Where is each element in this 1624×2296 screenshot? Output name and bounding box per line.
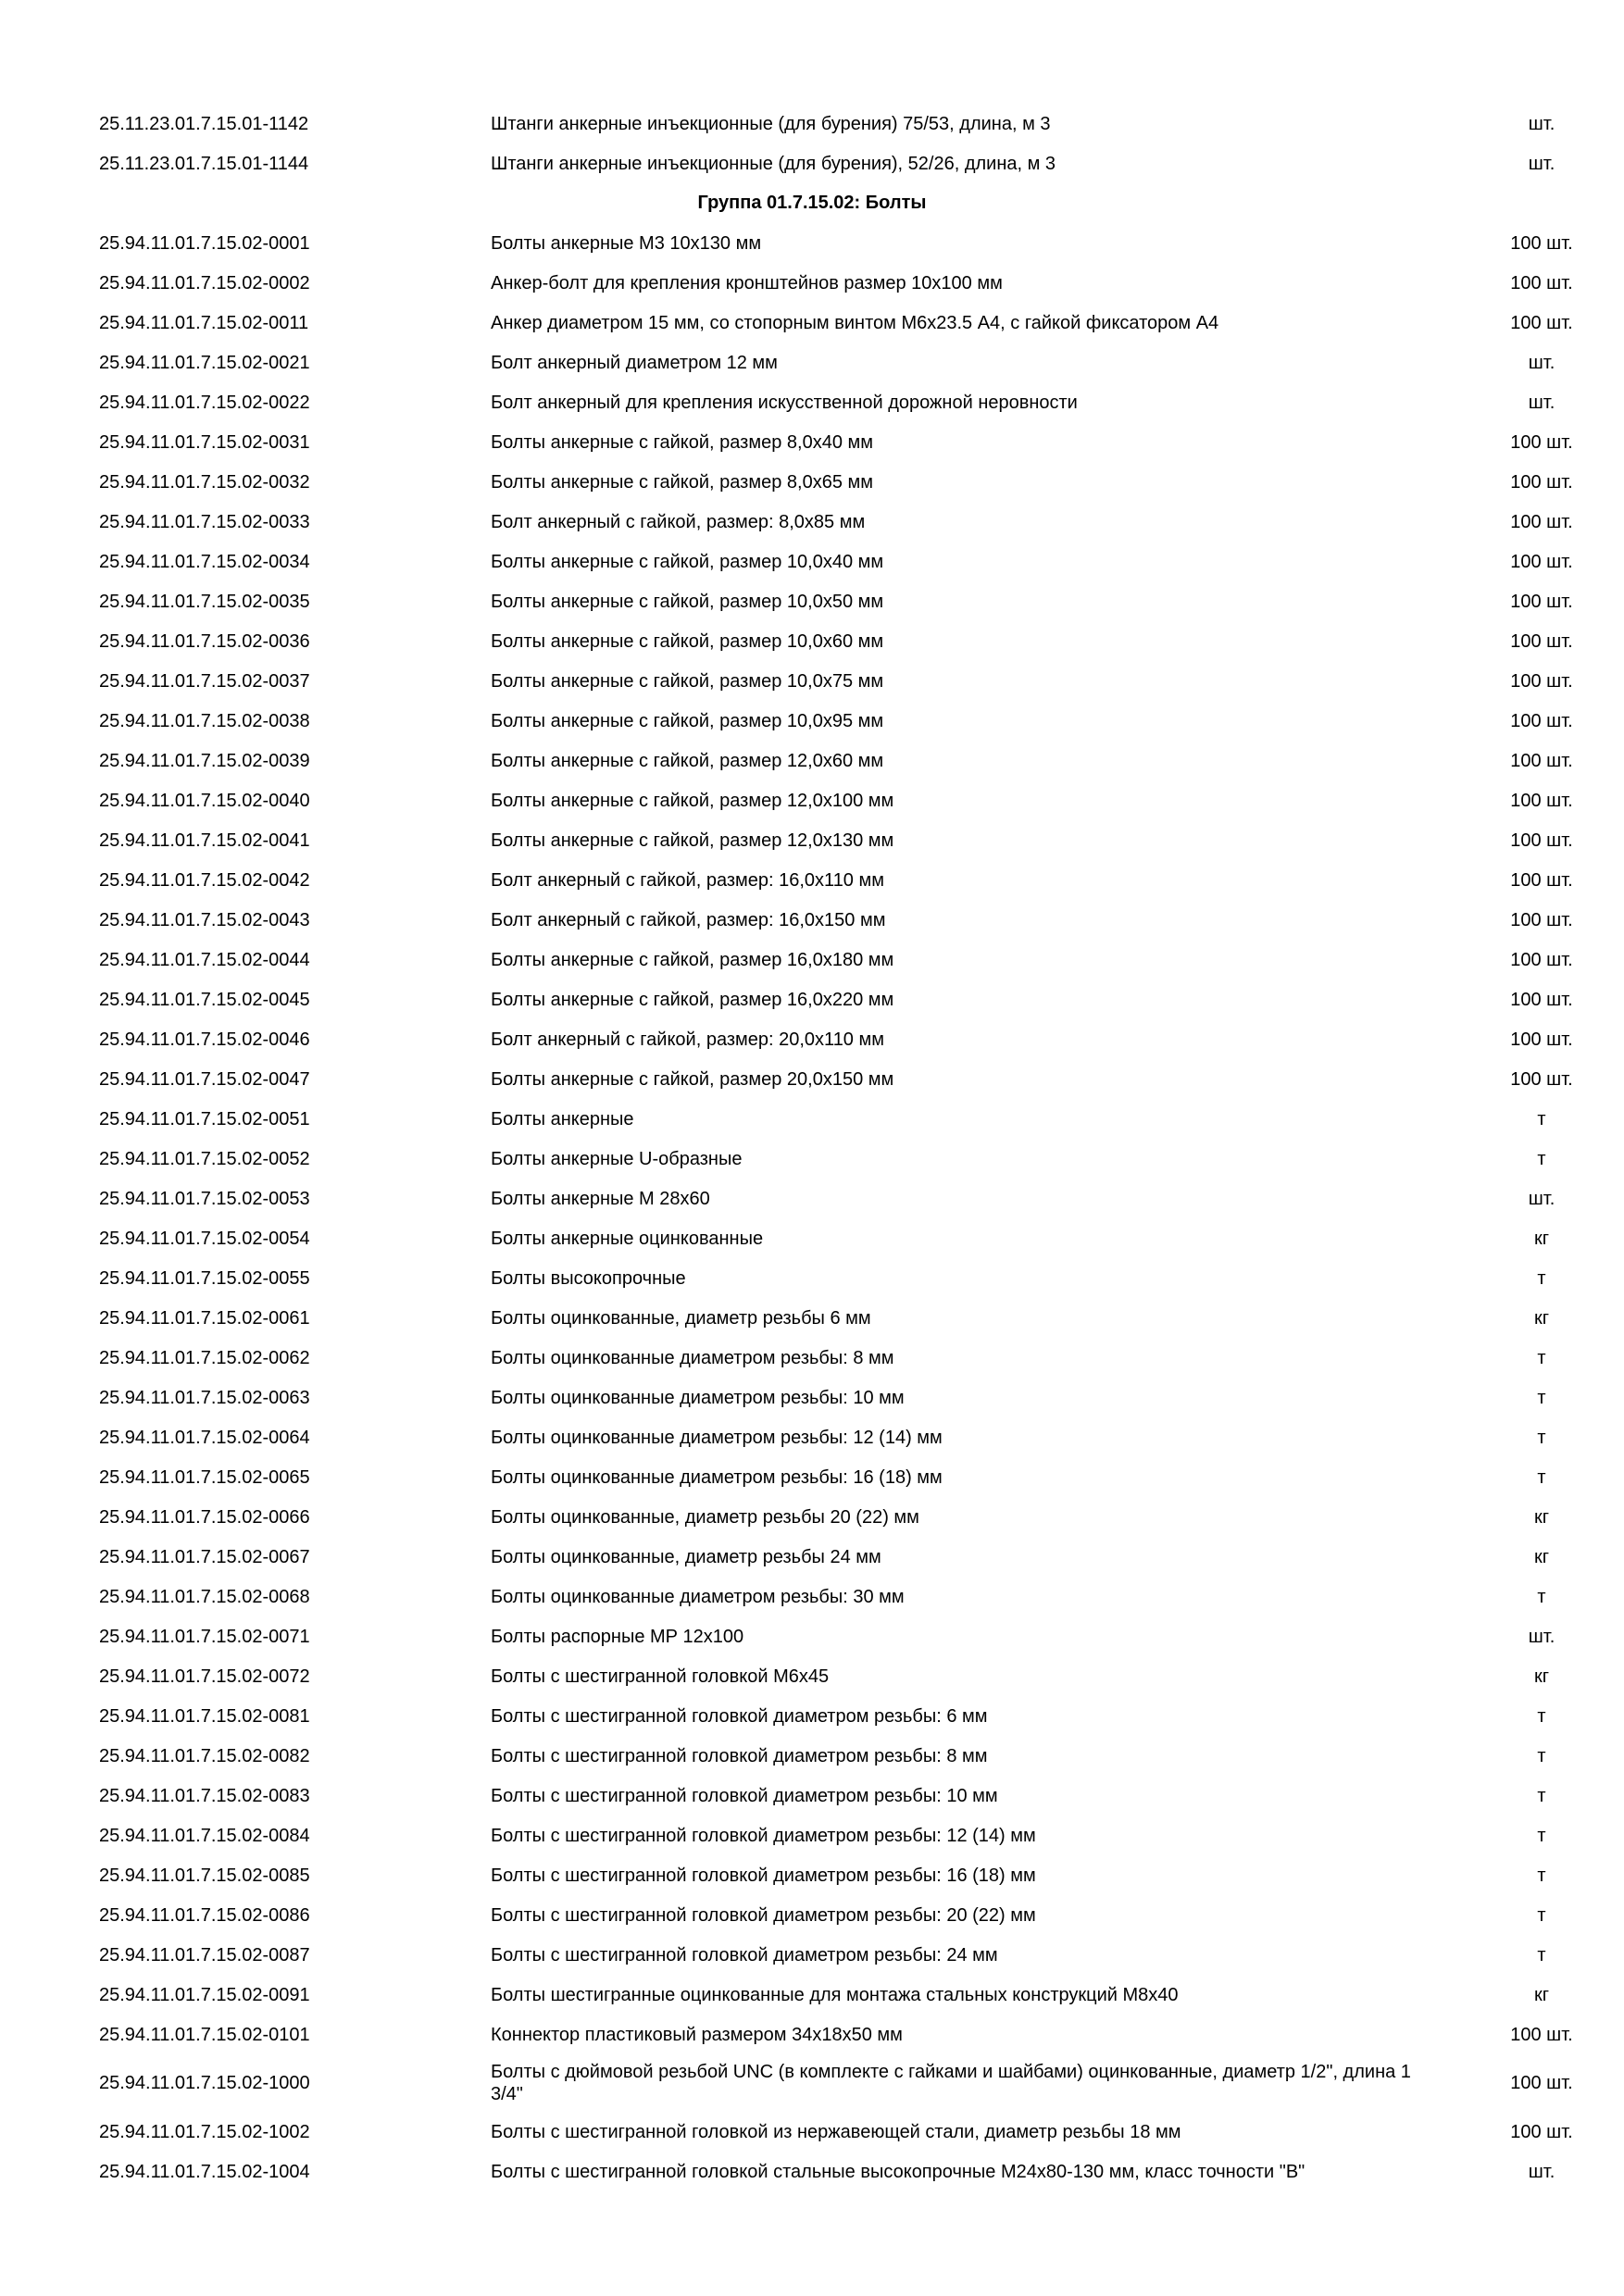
resource-code: 25.94.11.01.7.15.02-0091 [99, 1984, 310, 2005]
table-row [0, 422, 1624, 462]
resource-name: Штанги анкерные инъекционные (для бурения), 52/26, длина, м 3 [491, 153, 1056, 174]
resource-name: Болты с шестигранной головкой диаметром резьбы: 6 мм [491, 1705, 988, 1727]
resource-name: Болты с шестигранной головкой диаметром резьбы: 20 (22) мм [491, 1904, 1036, 1926]
resource-name: Болт анкерный с гайкой, размер: 16,0х150 мм [491, 909, 886, 930]
table-row [0, 820, 1624, 860]
resource-code: 25.94.11.01.7.15.02-0038 [99, 710, 310, 731]
table-row [0, 303, 1624, 343]
resource-code: 25.94.11.01.7.15.02-0082 [99, 1745, 310, 1766]
resource-code: 25.94.11.01.7.15.02-0063 [99, 1387, 310, 1408]
unit-of-measure: 100 шт. [1510, 2073, 1573, 2093]
resource-code: 25.94.11.01.7.15.02-0072 [99, 1666, 310, 1687]
table-row [0, 1139, 1624, 1179]
table-row [0, 1258, 1624, 1298]
unit-of-measure: кг [1533, 1307, 1550, 1329]
resource-code: 25.94.11.01.7.15.02-0055 [99, 1267, 310, 1289]
table-row [0, 223, 1624, 263]
unit-of-measure: 100 шт. [1510, 949, 1573, 970]
resource-code: 25.94.11.01.7.15.02-0068 [99, 1586, 310, 1607]
table-row [0, 1776, 1624, 1816]
unit-of-measure: кг [1533, 1506, 1550, 1528]
unit-of-measure: 100 шт. [1510, 909, 1573, 930]
resource-name: Коннектор пластиковый размером 34х18х50 мм [491, 2024, 903, 2045]
table-row [0, 701, 1624, 741]
resource-name: Болты с шестигранной головкой диаметром резьбы: 16 (18) мм [491, 1865, 1036, 1886]
resource-name: Болты анкерные с гайкой, размер 10,0х50 мм [491, 591, 884, 612]
table-row [0, 741, 1624, 780]
unit-of-measure: кг [1533, 1228, 1550, 1249]
table-row [0, 1099, 1624, 1139]
resource-code: 25.94.11.01.7.15.02-0031 [99, 431, 310, 453]
resource-name: Болты анкерные [491, 1108, 634, 1129]
resource-code: 25.94.11.01.7.15.02-0086 [99, 1904, 310, 1926]
table-row [0, 542, 1624, 581]
resource-name: Болты анкерные с гайкой, размер 10,0х95 мм [491, 710, 884, 731]
table-row [0, 1616, 1624, 1656]
resource-code: 25.94.11.01.7.15.02-0044 [99, 949, 310, 970]
resource-name: Болты анкерные с гайкой, размер 10,0х60 мм [491, 630, 884, 652]
resource-name: Болты анкерные с гайкой, размер 10,0х75 мм [491, 670, 884, 692]
resource-name: Болт анкерный с гайкой, размер: 8,0х85 мм [491, 511, 866, 532]
resource-name: Болты распорные МР 12х100 [491, 1626, 744, 1647]
unit-of-measure: 100 шт. [1510, 1029, 1573, 1050]
unit-of-measure: т [1537, 1745, 1546, 1766]
resource-code: 25.94.11.01.7.15.02-0033 [99, 511, 310, 532]
table-row [0, 2112, 1624, 2152]
table-row [0, 382, 1624, 422]
resource-code: 25.94.11.01.7.15.02-0066 [99, 1506, 310, 1528]
table-row [0, 462, 1624, 502]
resource-name: Болты с шестигранной головкой М6х45 [491, 1666, 830, 1687]
table-row [0, 1895, 1624, 1935]
unit-of-measure: т [1537, 1825, 1546, 1846]
unit-of-measure: шт. [1528, 153, 1555, 174]
table-row [0, 1179, 1624, 1218]
unit-of-measure: 100 шт. [1510, 511, 1573, 532]
resource-name: Болты анкерные с гайкой, размер 12,0х100 мм [491, 790, 894, 811]
table-row [0, 502, 1624, 542]
table-row [0, 1298, 1624, 1338]
table-row [0, 661, 1624, 701]
resource-name: Болты анкерные оцинкованные [491, 1228, 764, 1249]
unit-of-measure: шт. [1528, 1626, 1555, 1647]
resource-code: 25.94.11.01.7.15.02-0054 [99, 1228, 310, 1249]
resource-name: Болты оцинкованные, диаметр резьбы 20 (22) мм [491, 1506, 919, 1528]
resource-code: 25.94.11.01.7.15.02-0011 [99, 312, 309, 333]
resource-name: Болты высокопрочные [491, 1267, 686, 1289]
table-row [0, 1816, 1624, 1855]
resource-name: Болты с шестигранной головкой из нержавеющей стали, диаметр резьбы 18 мм [491, 2121, 1181, 2142]
resource-code: 25.94.11.01.7.15.02-0041 [99, 830, 310, 851]
unit-of-measure: т [1537, 1267, 1546, 1289]
table-row [0, 980, 1624, 1019]
resource-code: 25.94.11.01.7.15.02-0022 [99, 392, 310, 413]
unit-of-measure: т [1537, 1148, 1546, 1169]
unit-of-measure: 100 шт. [1510, 710, 1573, 731]
unit-of-measure: т [1537, 1944, 1546, 1965]
resource-name: Болты оцинкованные диаметром резьбы: 10 мм [491, 1387, 905, 1408]
resource-code: 25.94.11.01.7.15.02-0065 [99, 1466, 310, 1488]
unit-of-measure: 100 шт. [1510, 551, 1573, 572]
unit-of-measure: 100 шт. [1510, 830, 1573, 851]
resource-code: 25.94.11.01.7.15.02-1000 [99, 2073, 310, 2093]
resource-code: 25.94.11.01.7.15.02-0040 [99, 790, 310, 811]
resource-code: 25.94.11.01.7.15.02-0021 [99, 352, 310, 373]
resource-code: 25.94.11.01.7.15.02-0084 [99, 1825, 310, 1846]
table-row [0, 1019, 1624, 1059]
unit-of-measure: 100 шт. [1510, 869, 1573, 891]
resource-code: 25.11.23.01.7.15.01-1144 [99, 153, 309, 174]
resource-name: Болты с шестигранной головкой стальные высокопрочные М24х80-130 мм, класс точности "В" [491, 2161, 1305, 2182]
resource-code: 25.94.11.01.7.15.02-0035 [99, 591, 310, 612]
resource-name: Болты оцинкованные, диаметр резьбы 24 мм [491, 1546, 881, 1567]
table-row [0, 263, 1624, 303]
table-row [0, 1378, 1624, 1417]
unit-of-measure: 100 шт. [1510, 1068, 1573, 1090]
unit-of-measure: кг [1533, 1546, 1550, 1567]
resource-code: 25.94.11.01.7.15.02-0001 [99, 232, 310, 254]
resource-code: 25.11.23.01.7.15.01-1142 [99, 113, 309, 134]
resource-name: Болты оцинкованные диаметром резьбы: 8 мм [491, 1347, 894, 1368]
resource-name: Болты оцинкованные диаметром резьбы: 16 (18) мм [491, 1466, 943, 1488]
resource-name: Анкер-болт для крепления кронштейнов размер 10х100 мм [491, 272, 1003, 293]
table-row [0, 900, 1624, 940]
resource-name: Болты оцинкованные диаметром резьбы: 30 мм [491, 1586, 905, 1607]
unit-of-measure: шт. [1528, 1188, 1555, 1209]
table-row [0, 1417, 1624, 1457]
resource-name: Болты анкерные М3 10х130 мм [491, 232, 762, 254]
resource-name: Штанги анкерные инъекционные (для бурения) 75/53, длина, м 3 [491, 113, 1051, 134]
resource-name: Болты с шестигранной головкой диаметром резьбы: 12 (14) мм [491, 1825, 1036, 1846]
unit-of-measure: т [1537, 1108, 1546, 1129]
resource-name: Болты анкерные с гайкой, размер 20,0х150 мм [491, 1068, 894, 1090]
resource-name: Болты анкерные с гайкой, размер 16,0х220 мм [491, 989, 894, 1010]
resource-name: Болт анкерный для крепления искусственной дорожной неровности [491, 392, 1078, 413]
resource-code: 25.94.11.01.7.15.02-0085 [99, 1865, 310, 1886]
resource-name: Болты оцинкованные, диаметр резьбы 6 мм [491, 1307, 871, 1329]
resource-name: Болты оцинкованные диаметром резьбы: 12 (14) мм [491, 1427, 943, 1448]
unit-of-measure: 100 шт. [1510, 790, 1573, 811]
resource-name: Болты с дюймовой резьбой UNC (в комплекте с гайками и шайбами) оцинкованные, диаметр 1/2", длина 1 3/4" [491, 2062, 1411, 2104]
unit-of-measure: т [1537, 1586, 1546, 1607]
unit-of-measure: 100 шт. [1510, 630, 1573, 652]
unit-of-measure: 100 шт. [1510, 2024, 1573, 2045]
unit-of-measure: кг [1533, 1666, 1550, 1687]
resource-code: 25.94.11.01.7.15.02-0081 [99, 1705, 310, 1727]
unit-of-measure: т [1537, 1466, 1546, 1488]
unit-of-measure: т [1537, 1347, 1546, 1368]
resource-code: 25.94.11.01.7.15.02-0051 [99, 1108, 310, 1129]
table-row [0, 1935, 1624, 1975]
resource-code: 25.94.11.01.7.15.02-0053 [99, 1188, 310, 1209]
table-row [0, 1855, 1624, 1895]
table-row [0, 1577, 1624, 1616]
group-title: Группа 01.7.15.02: Болты [697, 193, 927, 213]
resource-code: 25.94.11.01.7.15.02-0061 [99, 1307, 310, 1329]
unit-of-measure: 100 шт. [1510, 272, 1573, 293]
unit-of-measure: 100 шт. [1510, 750, 1573, 771]
resource-name: Болты анкерные с гайкой, размер 8,0х40 мм [491, 431, 873, 453]
table-row [0, 104, 1624, 144]
resource-name: Болт анкерный с гайкой, размер: 20,0х110 мм [491, 1029, 884, 1050]
resource-name: Болты анкерные U-образные [491, 1148, 743, 1169]
table-row [0, 2054, 1624, 2112]
table-row [0, 1537, 1624, 1577]
resource-name: Болты анкерные с гайкой, размер 12,0х130 мм [491, 830, 894, 851]
table-row [0, 1696, 1624, 1736]
resource-name: Болт анкерный диаметром 12 мм [491, 352, 778, 373]
resource-code: 25.94.11.01.7.15.02-0036 [99, 630, 310, 652]
resource-code: 25.94.11.01.7.15.02-0052 [99, 1148, 310, 1169]
resource-code: 25.94.11.01.7.15.02-0067 [99, 1546, 310, 1567]
unit-of-measure: 100 шт. [1510, 471, 1573, 493]
unit-of-measure: 100 шт. [1510, 591, 1573, 612]
resource-name: Болты анкерные с гайкой, размер 10,0х40 мм [491, 551, 884, 572]
unit-of-measure: т [1537, 1705, 1546, 1727]
unit-of-measure: 100 шт. [1510, 312, 1573, 333]
unit-of-measure: т [1537, 1427, 1546, 1448]
resource-code: 25.94.11.01.7.15.02-0083 [99, 1785, 310, 1806]
unit-of-measure: шт. [1528, 352, 1555, 373]
resource-code: 25.94.11.01.7.15.02-0042 [99, 869, 310, 891]
group-header-row [0, 183, 1624, 223]
table-row [0, 2152, 1624, 2191]
resource-code: 25.94.11.01.7.15.02-1004 [99, 2161, 310, 2182]
table-row [0, 1656, 1624, 1696]
resource-code: 25.94.11.01.7.15.02-0039 [99, 750, 310, 771]
resource-name: Анкер диаметром 15 мм, со стопорным винтом М6х23.5 А4, с гайкой фиксатором А4 [491, 312, 1219, 333]
unit-of-measure: 100 шт. [1510, 232, 1573, 254]
unit-of-measure: шт. [1528, 113, 1555, 134]
unit-of-measure: 100 шт. [1510, 670, 1573, 692]
table-row [0, 1457, 1624, 1497]
table-row [0, 581, 1624, 621]
table-row [0, 940, 1624, 980]
resource-name: Болты с шестигранной головкой диаметром резьбы: 8 мм [491, 1745, 988, 1766]
table-row [0, 1497, 1624, 1537]
table-row [0, 144, 1624, 183]
table-row [0, 2015, 1624, 2054]
resource-code: 25.94.11.01.7.15.02-0047 [99, 1068, 310, 1090]
resource-code: 25.94.11.01.7.15.02-0071 [99, 1626, 310, 1647]
unit-of-measure: шт. [1528, 2161, 1555, 2182]
resource-name: Болты анкерные с гайкой, размер 16,0х180 мм [491, 949, 894, 970]
resource-code: 25.94.11.01.7.15.02-0046 [99, 1029, 310, 1050]
resource-name: Болты анкерные М 28х60 [491, 1188, 710, 1209]
resource-code: 25.94.11.01.7.15.02-1002 [99, 2121, 310, 2142]
table-row [0, 1059, 1624, 1099]
resource-code: 25.94.11.01.7.15.02-0087 [99, 1944, 310, 1965]
table-row [0, 1338, 1624, 1378]
resource-name: Болты с шестигранной головкой диаметром резьбы: 24 мм [491, 1944, 998, 1965]
resource-code: 25.94.11.01.7.15.02-0101 [99, 2024, 310, 2045]
unit-of-measure: т [1537, 1865, 1546, 1886]
unit-of-measure: кг [1533, 1984, 1550, 2005]
resource-name: Болт анкерный с гайкой, размер: 16,0х110 мм [491, 869, 884, 891]
resource-name: Болты с шестигранной головкой диаметром резьбы: 10 мм [491, 1785, 998, 1806]
resource-code: 25.94.11.01.7.15.02-0002 [99, 272, 310, 293]
resource-name: Болты анкерные с гайкой, размер 8,0х65 мм [491, 471, 873, 493]
table-row [0, 1218, 1624, 1258]
unit-of-measure: шт. [1528, 392, 1555, 413]
resource-code: 25.94.11.01.7.15.02-0045 [99, 989, 310, 1010]
resource-code: 25.94.11.01.7.15.02-0064 [99, 1427, 310, 1448]
table-row [0, 1736, 1624, 1776]
price-list-table [0, 104, 1624, 2191]
unit-of-measure: 100 шт. [1510, 431, 1573, 453]
table-row [0, 860, 1624, 900]
unit-of-measure: 100 шт. [1510, 2121, 1573, 2142]
resource-code: 25.94.11.01.7.15.02-0043 [99, 909, 310, 930]
unit-of-measure: т [1537, 1785, 1546, 1806]
resource-code: 25.94.11.01.7.15.02-0032 [99, 471, 310, 493]
resource-name: Болты шестигранные оцинкованные для монтажа стальных конструкций М8х40 [491, 1984, 1179, 2005]
table-row [0, 621, 1624, 661]
unit-of-measure: т [1537, 1387, 1546, 1408]
table-row [0, 780, 1624, 820]
unit-of-measure: т [1537, 1904, 1546, 1926]
resource-name: Болты анкерные с гайкой, размер 12,0х60 мм [491, 750, 884, 771]
table-row [0, 343, 1624, 382]
unit-of-measure: 100 шт. [1510, 989, 1573, 1010]
resource-code: 25.94.11.01.7.15.02-0062 [99, 1347, 310, 1368]
resource-code: 25.94.11.01.7.15.02-0037 [99, 670, 310, 692]
resource-code: 25.94.11.01.7.15.02-0034 [99, 551, 310, 572]
table-row [0, 1975, 1624, 2015]
